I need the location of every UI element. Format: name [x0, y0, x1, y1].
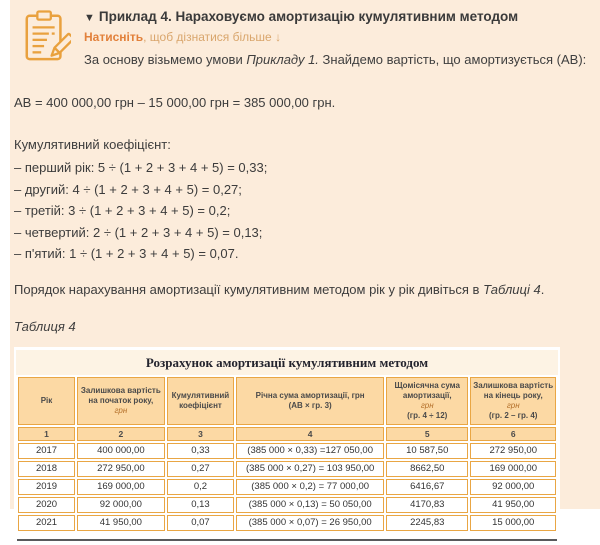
clipboard-pencil-icon — [14, 8, 84, 69]
cell-start-value: 400 000,00 — [77, 443, 165, 459]
column-header-unit: грн — [114, 405, 128, 415]
column-number: 4 — [236, 427, 384, 441]
column-header-unit: грн — [506, 400, 520, 410]
cell-annual-amount: (385 000 × 0,33) =127 050,00 — [236, 443, 384, 459]
cell-monthly-amount: 8662,50 — [386, 461, 468, 477]
column-number: 2 — [77, 427, 165, 441]
cell-year: 2018 — [18, 461, 75, 477]
expand-hint-link[interactable] — [84, 30, 589, 44]
column-header-label: Річна сума амортизації, грн — [255, 390, 365, 400]
cell-end-value: 272 950,00 — [470, 443, 556, 459]
order-note-post: . — [540, 281, 545, 297]
hint-action-label: Натисніть — [84, 30, 144, 44]
coefficient-label: Кумулятивний коефіцієнт: — [14, 137, 171, 152]
cell-start-value: 272 950,00 — [77, 461, 165, 477]
cell-monthly-amount: 10 587,50 — [386, 443, 468, 459]
column-header-end-value — [470, 377, 556, 425]
cell-monthly-amount: 2245,83 — [386, 515, 468, 531]
cell-annual-amount: (385 000 × 0,2) = 77 000,00 — [236, 479, 384, 495]
intro-paragraph — [84, 51, 589, 68]
column-header-monthly-amount — [386, 377, 468, 425]
coefficient-item: – другий: 4 ÷ (1 + 2 + 3 + 4 + 5) = 0,27; — [14, 181, 242, 197]
cell-year: 2020 — [18, 497, 75, 513]
column-header-label: Рік — [40, 395, 53, 405]
column-header-label: Залишкова вартість на початок року, — [80, 385, 161, 405]
column-header-unit: грн — [420, 400, 434, 410]
column-header-start-value — [77, 377, 165, 425]
cell-end-value: 169 000,00 — [470, 461, 556, 477]
column-header-formula: (АВ × гр. 3) — [288, 400, 332, 410]
cell-monthly-amount: 6416,67 — [386, 479, 468, 495]
amortization-table-image — [14, 347, 560, 545]
cell-coefficient: 0,07 — [167, 515, 235, 531]
example-accordion-title[interactable] — [84, 8, 589, 27]
cell-end-value: 15 000,00 — [470, 515, 556, 531]
column-header-annual-amount — [236, 377, 384, 425]
example-header — [14, 8, 600, 69]
column-number: 3 — [167, 427, 235, 441]
cell-coefficient: 0,2 — [167, 479, 235, 495]
cell-annual-amount: (385 000 × 0,27) = 103 950,00 — [236, 461, 384, 477]
cell-start-value: 92 000,00 — [77, 497, 165, 513]
table-row — [18, 497, 556, 513]
table-row — [18, 479, 556, 495]
column-number: 6 — [470, 427, 556, 441]
cell-year: 2021 — [18, 515, 75, 531]
example-title-label: Приклад 4. Нараховуємо амортизацію кумулятивним методом — [98, 9, 519, 24]
hint-rest-label: , щоб дізнатися більше ↓ — [143, 30, 282, 44]
column-number-row — [18, 427, 556, 441]
column-header-label: Кумулятивний коефіцієнт — [171, 390, 230, 410]
table-row — [18, 515, 556, 531]
intro-reference: Прикладу 1. — [246, 52, 319, 67]
cell-end-value: 92 000,00 — [470, 479, 556, 495]
column-header-label: Щомісячна сума амортизації, — [394, 380, 460, 400]
cell-coefficient: 0,33 — [167, 443, 235, 459]
collapse-triangle-icon: ▼ — [84, 12, 95, 24]
table-header-row — [18, 377, 556, 425]
table-row — [18, 461, 556, 477]
column-header-coefficient — [167, 377, 235, 425]
table-bottom-rule — [17, 539, 557, 541]
example-panel — [10, 0, 600, 528]
cell-coefficient: 0,13 — [167, 497, 235, 513]
coefficient-list — [14, 157, 600, 265]
order-note-reference: Таблиці 4 — [483, 281, 541, 297]
table-title: Розрахунок амортизації кумулятивним методом — [16, 350, 558, 375]
coefficient-item: – третій: 3 ÷ (1 + 2 + 3 + 4 + 5) = 0,2; — [14, 203, 231, 218]
cell-end-value: 41 950,00 — [470, 497, 556, 513]
coefficient-item: – перший рік: 5 ÷ (1 + 2 + 3 + 4 + 5) = 0,33; — [14, 160, 268, 175]
intro-post: Знайдемо вартість, що амортизується (АВ): — [318, 52, 587, 67]
coefficient-item: – п'ятий: 1 ÷ (1 + 2 + 3 + 4 + 5) = 0,07. — [14, 246, 239, 261]
cell-annual-amount: (385 000 × 0,13) = 50 050,00 — [236, 497, 384, 513]
cell-coefficient: 0,27 — [167, 461, 235, 477]
order-note — [14, 281, 600, 298]
cell-start-value: 169 000,00 — [77, 479, 165, 495]
table-caption: Таблиця 4 — [14, 318, 76, 334]
column-header-label: Залишкова вартість на кінець року, — [473, 380, 554, 400]
header-text — [84, 8, 589, 68]
column-header-formula: (гр. 2 – гр. 4) — [488, 410, 538, 420]
column-number: 1 — [18, 427, 75, 441]
intro-pre: За основу візьмемо умови — [84, 52, 247, 67]
cell-year: 2019 — [18, 479, 75, 495]
column-header-year — [18, 377, 75, 425]
order-note-pre: Порядок нарахування амортизації кумулятивним методом рік у рік дивіться в — [14, 281, 484, 297]
cell-monthly-amount: 4170,83 — [386, 497, 468, 513]
cell-start-value: 41 950,00 — [77, 515, 165, 531]
column-number: 5 — [386, 427, 468, 441]
depreciable-value-formula: АВ = 400 000,00 грн – 15 000,00 грн = 385 000,00 грн. — [14, 95, 336, 110]
cell-annual-amount: (385 000 × 0,07) = 26 950,00 — [236, 515, 384, 531]
cell-year: 2017 — [18, 443, 75, 459]
table-row — [18, 443, 556, 459]
coefficient-item: – четвертий: 2 ÷ (1 + 2 + 3 + 4 + 5) = 0,13; — [14, 224, 263, 240]
column-header-formula: (гр. 4 ÷ 12) — [407, 410, 448, 420]
